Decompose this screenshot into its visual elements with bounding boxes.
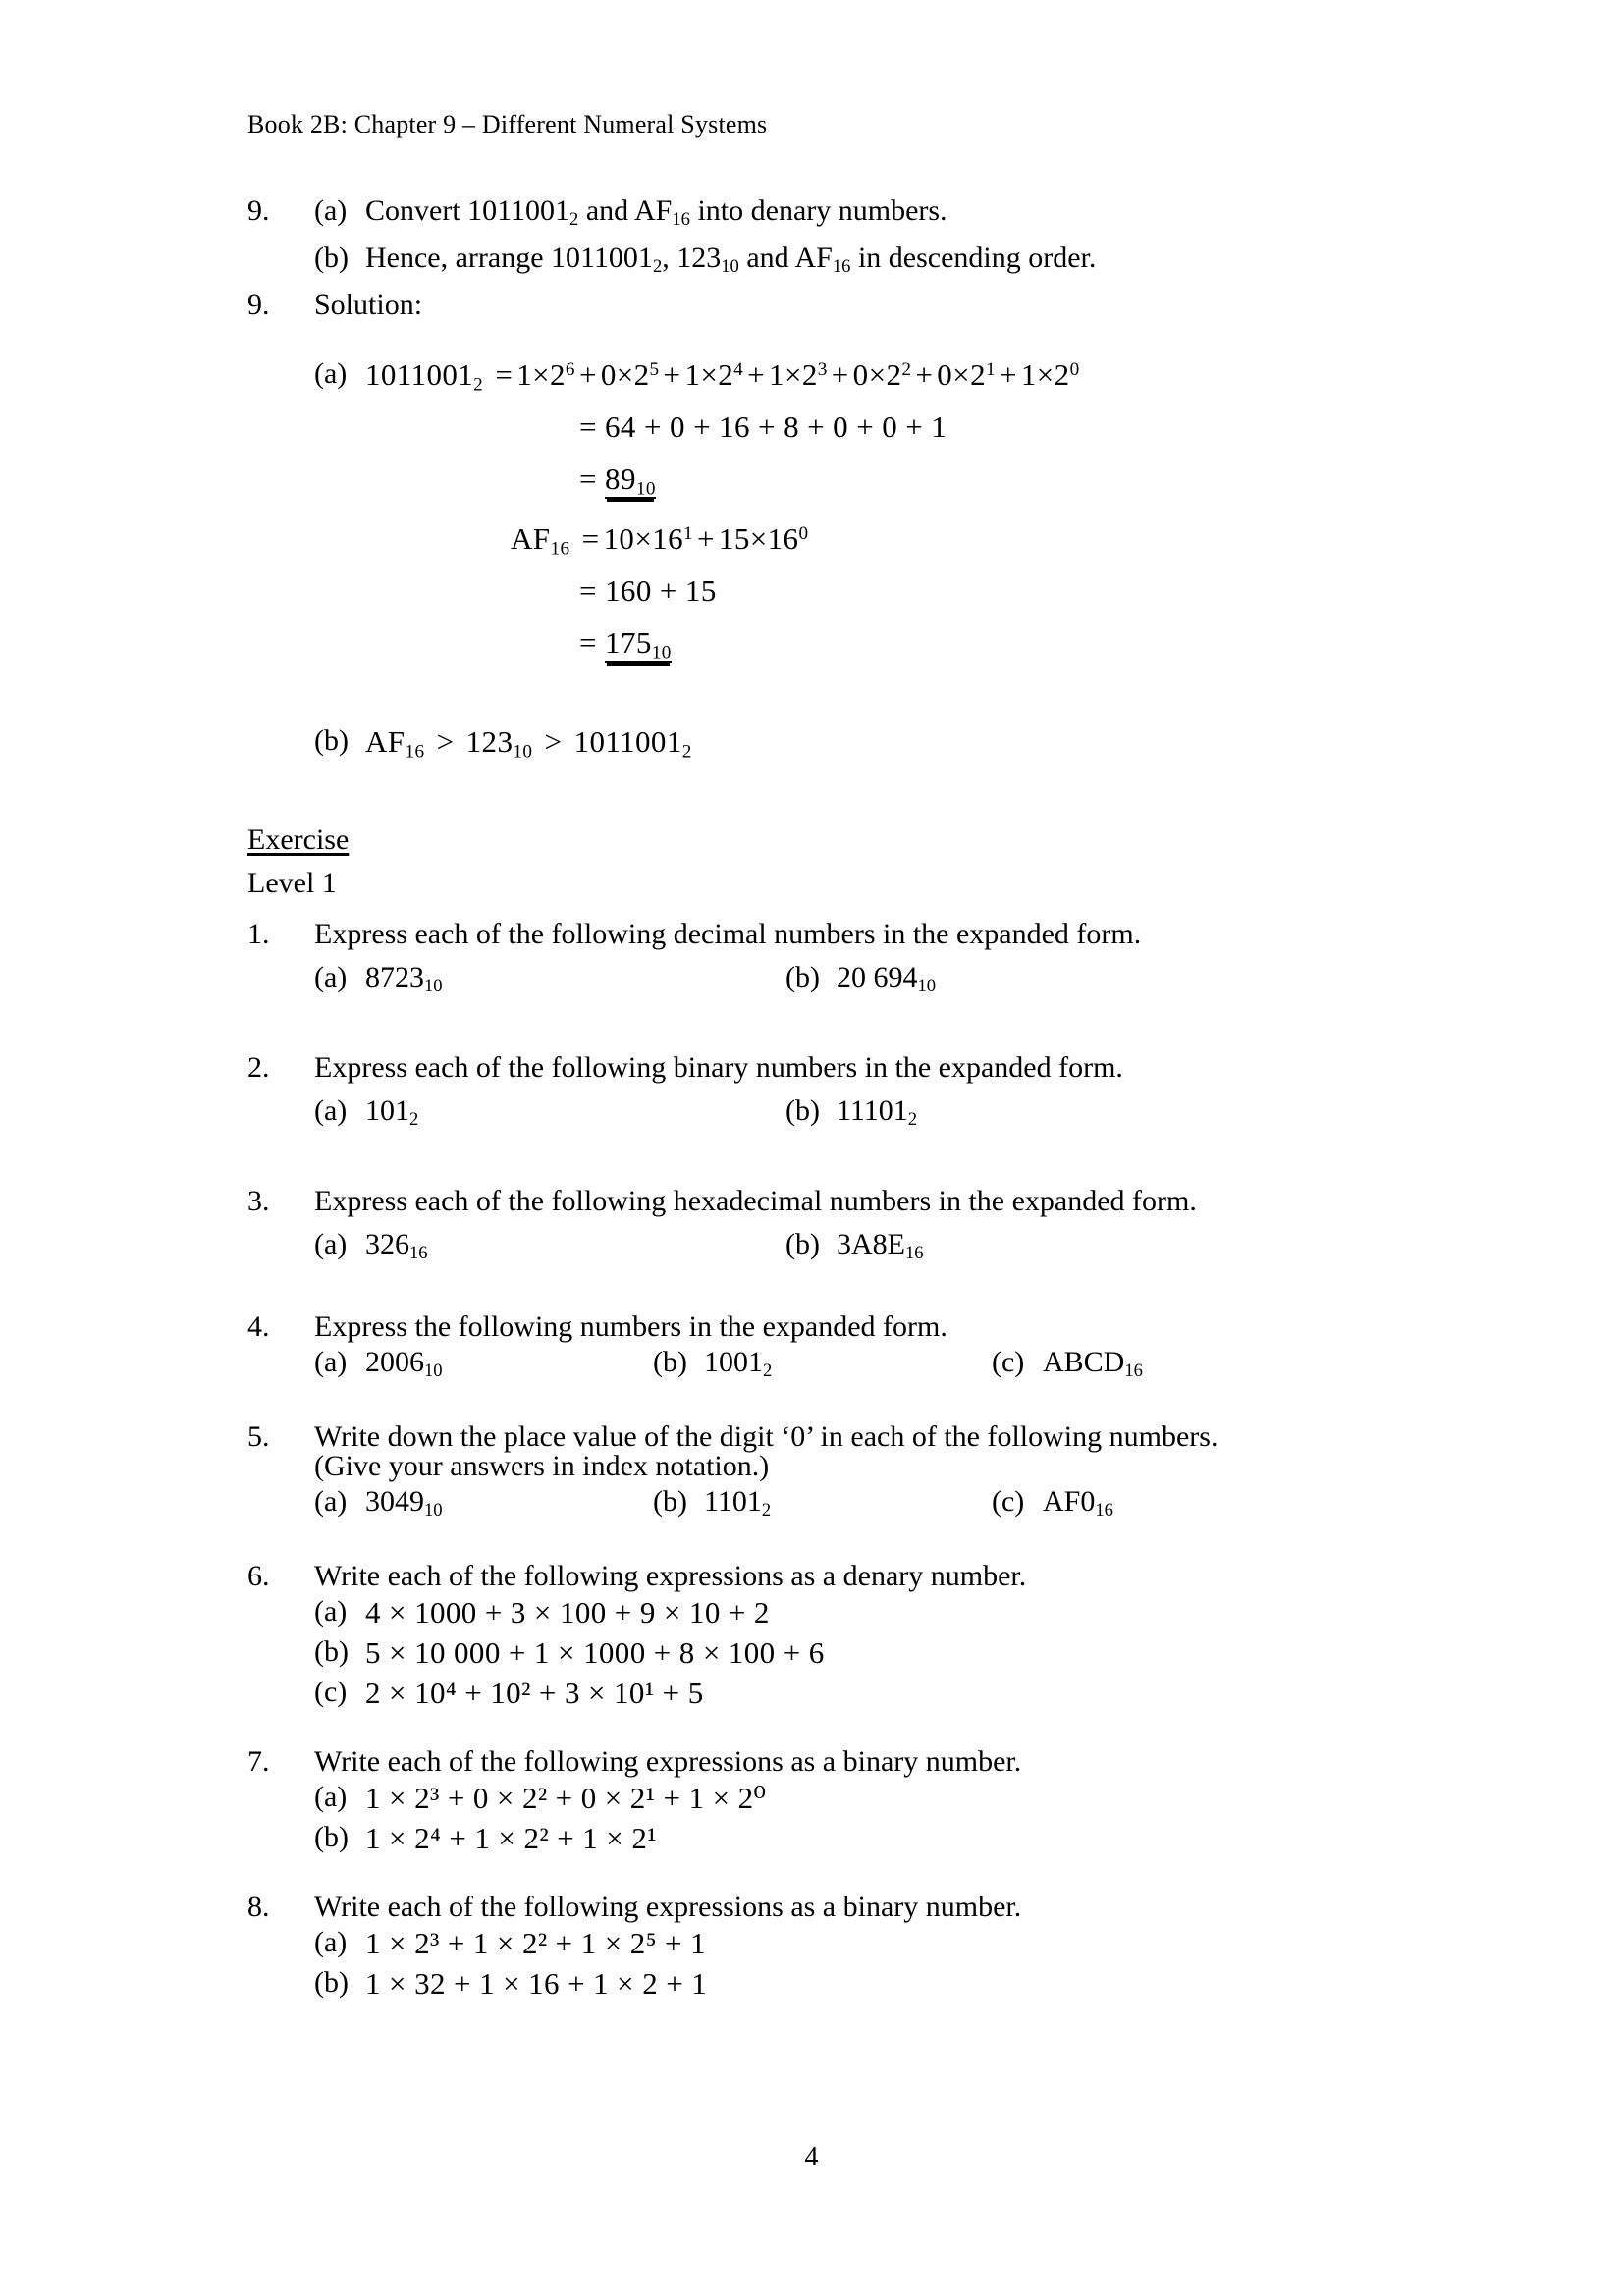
item-a-value-wrap	[365, 1485, 443, 1522]
ineq-term-3-sub: 2	[681, 741, 692, 763]
item-c-sub: 16	[1095, 1500, 1113, 1522]
part-a-text-post: into denary numbers.	[689, 194, 947, 227]
term-0-base: 2	[550, 357, 566, 392]
item-b-sub: 10	[917, 976, 937, 997]
question-8-expr-b	[247, 1968, 1386, 1999]
item-a-value: 3049	[365, 1485, 424, 1518]
question-4-number: 4.	[247, 1310, 270, 1343]
question-2-items	[247, 1095, 1386, 1131]
plus-5: +	[999, 357, 1017, 392]
term-5: $0\times 2^1$	[937, 357, 996, 392]
part-b-sub-10: 10	[721, 256, 739, 278]
item-c-value-wrap	[1043, 1485, 1113, 1522]
item-a-value: 2006	[365, 1346, 424, 1378]
solution-heading-row	[247, 291, 1386, 320]
item-b-value-wrap	[837, 1095, 918, 1131]
expr-a-label: (a)	[314, 1595, 348, 1628]
item-b-sub: 2	[763, 1361, 773, 1382]
part-a-label: (a)	[314, 194, 348, 227]
solution-line-6	[247, 625, 1386, 664]
question-8-text: Write each of the following expressions as a binary number.	[314, 1891, 1022, 1923]
expr-a-value: 1 × 2³ + 0 × 2² + 0 × 2¹ + 1 × 2⁰	[365, 1781, 767, 1815]
question-3-item-a	[314, 1228, 785, 1264]
question-8	[247, 1893, 1386, 1999]
plus-3: +	[831, 357, 849, 392]
solution-b-label: (b)	[314, 724, 349, 757]
question-6-expr-a	[247, 1597, 1386, 1628]
item-b-sub: 2	[907, 1109, 918, 1131]
question-3-text: Express each of the following hexadecimal numbers in the expanded form.	[314, 1185, 1197, 1217]
item-a-label: (a)	[314, 1346, 348, 1378]
question-1-text: Express each of the following decimal numbers in the expanded form.	[314, 918, 1142, 950]
equals-sign: =	[495, 357, 514, 392]
question-4	[247, 1310, 1386, 1382]
part-a-text-mid: and AF	[578, 194, 673, 227]
question-3-item-b	[785, 1228, 924, 1264]
exercise-heading	[247, 826, 1386, 855]
question-2-item-b	[785, 1095, 918, 1131]
answer-175	[605, 625, 672, 663]
question-1-stem	[247, 920, 1386, 949]
term-4-exp: 2	[901, 359, 912, 381]
term-0-exp: 6	[565, 359, 575, 381]
page-header: Book 2B: Chapter 9 – Different Numeral Systems	[247, 110, 768, 138]
question-6-number: 6.	[247, 1560, 270, 1592]
greater-than-1: >	[436, 724, 455, 759]
expr-a-label: (a)	[314, 1781, 348, 1813]
term-2-coef: 1	[684, 357, 701, 392]
question-7-text: Write each of the following expressions as a binary number.	[314, 1745, 1022, 1778]
question-8-number: 8.	[247, 1891, 270, 1923]
solution-part-b	[247, 724, 1386, 763]
question-4-options	[314, 1346, 1143, 1382]
part-b-sub-16: 16	[832, 256, 851, 278]
item-a-label: (a)	[314, 1485, 348, 1518]
item-a-value-wrap	[365, 1346, 443, 1382]
answer-175-sub: 10	[651, 642, 672, 664]
item-b-value-wrap	[704, 1346, 773, 1382]
hex-term-0-base: 16	[652, 521, 684, 556]
term-6-coef: 1	[1020, 357, 1037, 392]
part-b-label: (b)	[314, 241, 349, 274]
question-5-item-b	[653, 1485, 992, 1522]
question-6-expr-c	[247, 1678, 1386, 1708]
expr-b-label: (b)	[314, 1821, 349, 1853]
question-7	[247, 1747, 1386, 1853]
worked-example-number: 9.	[247, 194, 270, 227]
part-b-text	[365, 241, 1386, 278]
term-6: $1\times 2^0$	[1020, 357, 1080, 392]
worked-example-part-b	[247, 241, 1386, 278]
part-b-text-pre: Hence, arrange 1011001	[365, 241, 653, 274]
item-a-value-wrap	[365, 1095, 419, 1131]
item-a-sub: 10	[424, 976, 443, 997]
question-5-text-2: (Give your answers in index notation.)	[314, 1450, 770, 1482]
ineq-term-2: 123	[465, 724, 514, 759]
question-4-text: Express the following numbers in the expanded form.	[314, 1310, 947, 1343]
term-0: $1\times 2^6$	[516, 357, 575, 392]
expr-b-label: (b)	[314, 1966, 349, 1999]
page-body	[247, 196, 1386, 1999]
question-7-number: 7.	[247, 1745, 270, 1778]
question-1-items	[247, 961, 1386, 997]
solution-a-label: (a)	[314, 357, 348, 390]
hex-term-0: $10\times 16^1$	[603, 521, 694, 556]
term-2: $1\times 2^4$	[684, 357, 744, 392]
term-5-exp: 1	[985, 359, 996, 381]
term-1: $0\times 2^5$	[600, 357, 660, 392]
solution-denary-result	[365, 461, 656, 500]
question-7-expr-a	[247, 1783, 1386, 1813]
question-6	[247, 1562, 1386, 1708]
term-2-exp: 4	[733, 359, 744, 381]
hex-term-1-exp: 0	[798, 523, 809, 545]
answer-89-sub: 10	[635, 478, 656, 500]
part-a-sub-2: 2	[569, 209, 579, 231]
solution-line-4	[247, 521, 1386, 560]
item-b-sub: 2	[761, 1500, 772, 1522]
item-c-value: ABCD	[1043, 1346, 1125, 1378]
item-a-value: 8723	[365, 961, 424, 993]
answer-89-value: 89	[605, 461, 636, 496]
term-1-exp: 5	[649, 359, 660, 381]
expr-c-value: 2 × 10⁴ + 10² + 3 × 10¹ + 5	[365, 1676, 704, 1710]
equals-sign-3: =	[581, 521, 600, 556]
part-b-text-mid-1: , 123	[662, 241, 722, 274]
equals-sign-2: =	[579, 461, 597, 496]
question-5-item-c	[992, 1485, 1113, 1522]
question-1-item-a	[314, 961, 785, 997]
exercise-heading-block	[247, 826, 1386, 898]
solution-line-5	[247, 575, 1386, 606]
greater-than-2: >	[544, 724, 563, 759]
hex-term-1-coef: 15	[718, 521, 750, 556]
question-6-expr-b	[247, 1637, 1386, 1668]
solution-hex-sum-line: = 160 + 15	[579, 573, 717, 608]
term-0-coef: 1	[516, 357, 533, 392]
item-a-value: 326	[365, 1228, 409, 1260]
solution-number: 9.	[247, 289, 270, 321]
worked-example-part-a	[247, 194, 1386, 231]
item-b-value-wrap	[704, 1485, 772, 1522]
solution-line-2	[247, 411, 1386, 442]
plus-2: +	[747, 357, 766, 392]
solution-expansion-line	[365, 357, 1080, 396]
item-a-label: (a)	[314, 1228, 348, 1260]
item-b-value: 1001	[704, 1346, 763, 1378]
hex-lhs: AF	[511, 521, 551, 556]
hex-term-0-coef: 10	[603, 521, 635, 556]
item-b-value: 11101	[837, 1095, 908, 1127]
expr-a-value: 1 × 2³ + 1 × 2² + 1 × 2⁵ + 1	[365, 1926, 706, 1960]
item-c-value: AF0	[1043, 1485, 1096, 1518]
term-2-base: 2	[718, 357, 734, 392]
term-5-base: 2	[970, 357, 986, 392]
term-3-coef: 1	[769, 357, 784, 392]
answer-89	[605, 461, 656, 499]
expr-b-value: 1 × 2⁴ + 1 × 2² + 1 × 2¹	[365, 1821, 657, 1855]
expr-a-value: 4 × 1000 + 3 × 100 + 9 × 10 + 2	[365, 1595, 770, 1629]
exercise-heading-text: Exercise	[247, 824, 350, 856]
item-b-value-wrap	[837, 1228, 924, 1264]
ineq-term-2-sub: 10	[513, 741, 533, 763]
solution-sum-line: = 64 + 0 + 16 + 8 + 0 + 0 + 1	[579, 409, 947, 444]
part-b-text-post: in descending order.	[850, 241, 1097, 274]
item-c-label: (c)	[992, 1346, 1025, 1378]
question-2-stem	[247, 1053, 1386, 1083]
item-a-sub: 10	[424, 1361, 443, 1382]
question-3	[247, 1185, 1386, 1264]
question-4-item-b	[653, 1346, 992, 1382]
question-4-items	[247, 1346, 1386, 1382]
item-b-label: (b)	[785, 961, 820, 993]
item-b-value: 20 694	[837, 961, 918, 993]
question-1-item-b	[785, 961, 937, 997]
expr-a-label: (a)	[314, 1926, 348, 1958]
item-b-sub: 16	[905, 1243, 924, 1264]
part-a-text-pre: Convert 1011001	[365, 194, 570, 227]
part-a-text	[365, 194, 1386, 231]
question-3-options	[314, 1228, 924, 1264]
question-2-number: 2.	[247, 1051, 270, 1084]
expr-b-label: (b)	[314, 1635, 349, 1668]
question-5-items	[247, 1485, 1386, 1522]
question-1-options	[314, 961, 937, 997]
question-6-stem	[247, 1562, 1386, 1591]
hex-term-0-exp: 1	[683, 523, 694, 545]
part-b-sub-2: 2	[652, 256, 663, 278]
item-a-value-wrap	[365, 961, 443, 997]
question-5-number: 5.	[247, 1420, 270, 1453]
question-8-expr-a	[247, 1928, 1386, 1958]
term-4: $0\times 2^2$	[852, 357, 912, 392]
item-a-sub: 10	[424, 1500, 443, 1522]
question-1-number: 1.	[247, 918, 270, 950]
solution-line-3	[247, 461, 1386, 500]
solution-hex-expansion	[365, 521, 809, 560]
question-2-text: Express each of the following binary numbers in the expanded form.	[314, 1051, 1123, 1084]
plus-hex-0: +	[697, 521, 715, 556]
item-b-label: (b)	[785, 1095, 820, 1127]
hex-term-1-base: 16	[767, 521, 799, 556]
question-2	[247, 1051, 1386, 1131]
item-a-sub: 2	[409, 1109, 419, 1131]
item-a-label: (a)	[314, 961, 348, 993]
term-6-base: 2	[1054, 357, 1070, 392]
plus-0: +	[578, 357, 597, 392]
item-b-value: 1101	[704, 1485, 762, 1518]
question-4-item-a	[314, 1346, 653, 1382]
term-3-exp: 3	[817, 359, 828, 381]
item-a-value-wrap	[365, 1228, 428, 1264]
solution-b-inequality	[365, 724, 692, 763]
ineq-term-1: AF	[365, 724, 406, 759]
question-1	[247, 918, 1386, 997]
question-4-stem	[247, 1312, 1386, 1342]
question-2-options	[314, 1095, 918, 1131]
item-c-sub: 16	[1124, 1361, 1143, 1382]
term-1-base: 2	[633, 357, 650, 392]
item-a-label: (a)	[314, 1095, 348, 1127]
part-a-sub-16: 16	[672, 209, 690, 231]
expr-c-label: (c)	[314, 1676, 348, 1708]
question-7-expr-b	[247, 1823, 1386, 1853]
term-5-coef: 0	[937, 357, 953, 392]
question-6-text: Write each of the following expressions as a denary number.	[314, 1560, 1027, 1592]
question-5-stem-line2	[247, 1452, 1386, 1481]
item-a-sub: 16	[409, 1243, 428, 1264]
question-7-stem	[247, 1747, 1386, 1777]
term-1-coef: 0	[600, 357, 617, 392]
question-5-text: Write down the place value of the digit ‘0’ in each of the following numbers.	[314, 1420, 1218, 1453]
page-number: 4	[804, 2142, 819, 2172]
term-6-exp: 0	[1069, 359, 1080, 381]
part-b-text-mid-2: and AF	[738, 241, 833, 274]
item-b-label: (b)	[653, 1485, 687, 1518]
hex-term-1: $15\times 16^0$	[718, 521, 809, 556]
solution-lhs-sub: 2	[473, 374, 484, 396]
solution-lhs: 1011001	[365, 357, 474, 392]
item-c-label: (c)	[992, 1485, 1025, 1518]
item-b-label: (b)	[785, 1228, 820, 1260]
question-5-stem	[247, 1422, 1386, 1452]
answer-175-value: 175	[605, 625, 652, 660]
solution-line-1	[247, 357, 1386, 396]
question-5-item-a	[314, 1485, 653, 1522]
ineq-term-3: 1011001	[573, 724, 682, 759]
item-b-label: (b)	[653, 1346, 687, 1378]
solution-hex-result	[365, 625, 672, 664]
exercise-level: Level 1	[247, 867, 337, 899]
question-2-item-a	[314, 1095, 785, 1131]
item-b-value-wrap	[837, 961, 937, 997]
question-3-number: 3.	[247, 1185, 270, 1217]
question-5-options	[314, 1485, 1113, 1522]
question-5	[247, 1420, 1386, 1522]
term-3-base: 2	[801, 357, 818, 392]
expr-b-value: 5 × 10 000 + 1 × 1000 + 8 × 100 + 6	[365, 1635, 825, 1670]
solution-label: Solution:	[314, 289, 423, 321]
question-3-items	[247, 1228, 1386, 1264]
item-c-value-wrap	[1043, 1346, 1143, 1382]
item-b-value: 3A8E	[837, 1228, 905, 1260]
plus-4: +	[915, 357, 934, 392]
plus-1: +	[663, 357, 681, 392]
question-3-stem	[247, 1187, 1386, 1216]
term-4-base: 2	[886, 357, 902, 392]
question-8-stem	[247, 1893, 1386, 1922]
equals-sign-4: =	[579, 625, 597, 660]
hex-lhs-sub: 16	[550, 538, 570, 560]
question-4-item-c	[992, 1346, 1143, 1382]
expr-b-value: 1 × 32 + 1 × 16 + 1 × 2 + 1	[365, 1966, 708, 2001]
item-a-value: 101	[365, 1095, 409, 1127]
term-4-coef: 0	[852, 357, 869, 392]
ineq-term-1-sub: 16	[405, 741, 425, 763]
term-3: $1\times 2^3$	[769, 357, 828, 392]
